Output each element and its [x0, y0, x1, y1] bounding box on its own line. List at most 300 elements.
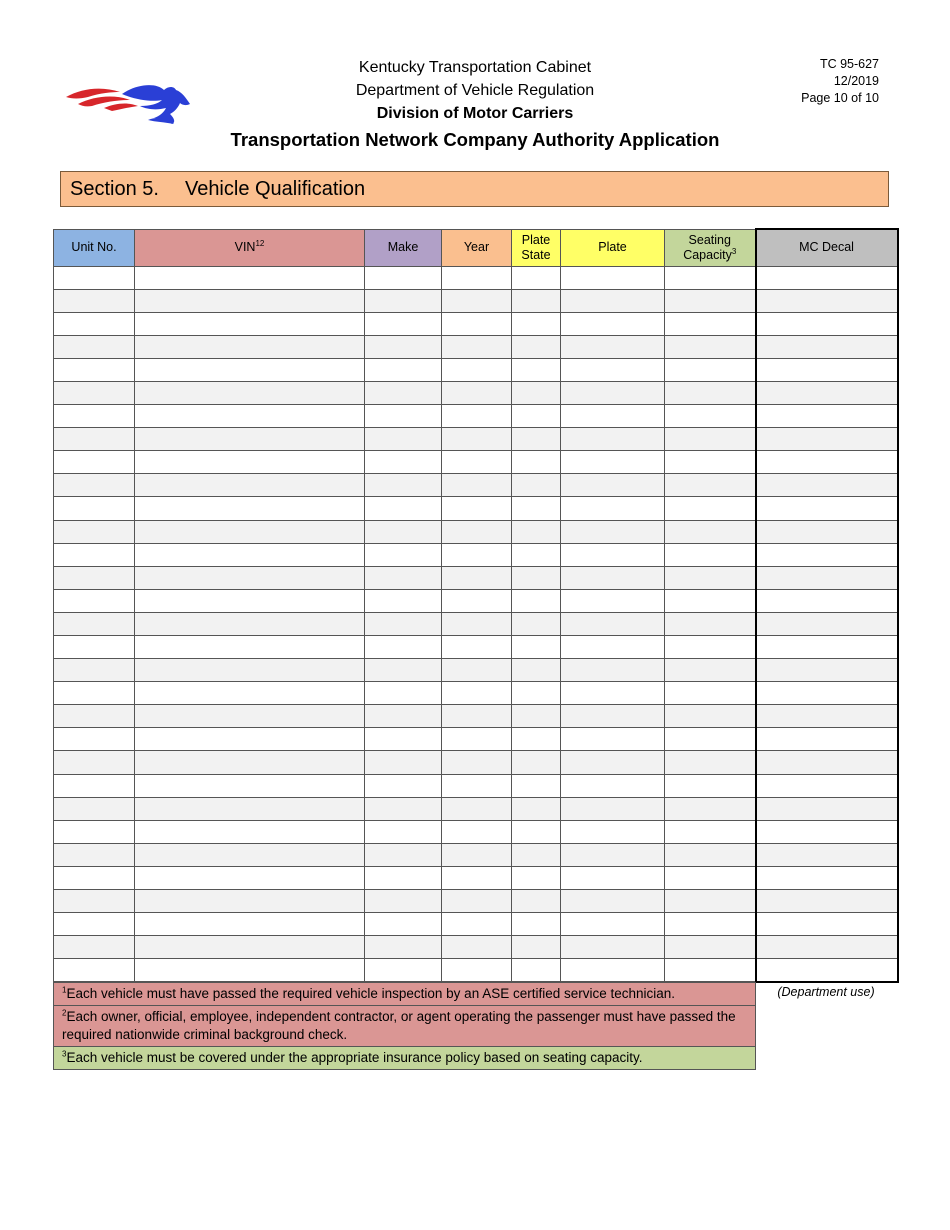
plate-cell[interactable] [561, 820, 665, 843]
make-cell[interactable] [365, 428, 442, 451]
seating-capacity-cell[interactable] [665, 612, 756, 635]
mc-decal-cell[interactable] [756, 358, 898, 381]
year-cell[interactable] [442, 589, 512, 612]
make-cell[interactable] [365, 682, 442, 705]
year-cell[interactable] [442, 705, 512, 728]
plate-cell[interactable] [561, 405, 665, 428]
plate-state-cell[interactable] [512, 358, 561, 381]
seating-capacity-cell[interactable] [665, 358, 756, 381]
make-cell[interactable] [365, 497, 442, 520]
column-header-3: Year [442, 229, 512, 266]
plate-cell[interactable] [561, 705, 665, 728]
plate-state-cell[interactable] [512, 312, 561, 335]
make-cell[interactable] [365, 566, 442, 589]
seating-capacity-cell[interactable] [665, 428, 756, 451]
column-header-2: Make [365, 229, 442, 266]
plate-cell[interactable] [561, 451, 665, 474]
plate-state-cell[interactable] [512, 936, 561, 959]
mc-decal-cell[interactable] [756, 335, 898, 358]
vin-cell[interactable] [135, 774, 365, 797]
unit-no-cell[interactable] [54, 289, 135, 312]
year-cell[interactable] [442, 497, 512, 520]
mc-decal-cell[interactable] [756, 728, 898, 751]
table-row [54, 866, 898, 889]
year-cell[interactable] [442, 820, 512, 843]
year-cell[interactable] [442, 682, 512, 705]
table-row [54, 543, 898, 566]
plate-state-cell[interactable] [512, 820, 561, 843]
plate-state-cell[interactable] [512, 335, 561, 358]
unit-no-cell[interactable] [54, 728, 135, 751]
page-number: Page 10 of 10 [801, 91, 879, 105]
plate-cell[interactable] [561, 312, 665, 335]
plate-state-cell[interactable] [512, 566, 561, 589]
plate-state-cell[interactable] [512, 659, 561, 682]
plate-state-cell[interactable] [512, 682, 561, 705]
vin-cell[interactable] [135, 959, 365, 982]
plate-state-cell[interactable] [512, 705, 561, 728]
table-row [54, 820, 898, 843]
plate-cell[interactable] [561, 843, 665, 866]
plate-state-cell[interactable] [512, 913, 561, 936]
year-cell[interactable] [442, 797, 512, 820]
plate-state-cell[interactable] [512, 959, 561, 982]
seating-capacity-cell[interactable] [665, 543, 756, 566]
column-header-7: MC Decal [756, 229, 898, 266]
year-cell[interactable] [442, 428, 512, 451]
seating-capacity-cell[interactable] [665, 890, 756, 913]
seating-capacity-cell[interactable] [665, 751, 756, 774]
plate-cell[interactable] [561, 520, 665, 543]
mc-decal-cell[interactable] [756, 381, 898, 404]
year-cell[interactable] [442, 959, 512, 982]
table-row [54, 936, 898, 959]
vin-cell[interactable] [135, 520, 365, 543]
unit-no-cell[interactable] [54, 659, 135, 682]
plate-state-cell[interactable] [512, 866, 561, 889]
vin-cell[interactable] [135, 636, 365, 659]
section-heading [60, 171, 889, 207]
year-cell[interactable] [442, 312, 512, 335]
seating-capacity-cell[interactable] [665, 381, 756, 404]
make-cell[interactable] [365, 335, 442, 358]
plate-state-cell[interactable] [512, 520, 561, 543]
seating-capacity-cell[interactable] [665, 636, 756, 659]
unit-no-cell[interactable] [54, 589, 135, 612]
seating-capacity-cell[interactable] [665, 774, 756, 797]
table-row [54, 520, 898, 543]
table-row [54, 959, 898, 982]
year-cell[interactable] [442, 936, 512, 959]
table-row [54, 266, 898, 289]
seating-capacity-cell[interactable] [665, 659, 756, 682]
vin-cell[interactable] [135, 497, 365, 520]
table-row [54, 612, 898, 635]
vin-cell[interactable] [135, 659, 365, 682]
mc-decal-cell[interactable] [756, 289, 898, 312]
vin-cell[interactable] [135, 428, 365, 451]
section-number: Section 5. [70, 178, 159, 200]
plate-cell[interactable] [561, 866, 665, 889]
unit-no-cell[interactable] [54, 890, 135, 913]
unit-no-cell[interactable] [54, 866, 135, 889]
mc-decal-cell[interactable] [756, 428, 898, 451]
seating-capacity-cell[interactable] [665, 936, 756, 959]
seating-capacity-cell[interactable] [665, 566, 756, 589]
vin-cell[interactable] [135, 451, 365, 474]
vin-cell[interactable] [135, 543, 365, 566]
seating-capacity-cell[interactable] [665, 405, 756, 428]
vin-cell[interactable] [135, 682, 365, 705]
table-row [54, 797, 898, 820]
make-cell[interactable] [365, 612, 442, 635]
agency-name: Kentucky Transportation Cabinet [358, 59, 592, 76]
plate-state-cell[interactable] [512, 474, 561, 497]
plate-cell[interactable] [561, 358, 665, 381]
plate-state-cell[interactable] [512, 774, 561, 797]
mc-decal-cell[interactable] [756, 820, 898, 843]
make-cell[interactable] [365, 474, 442, 497]
vin-cell[interactable] [135, 820, 365, 843]
department-name: Department of Vehicle Regulation [355, 82, 595, 99]
seating-capacity-cell[interactable] [665, 497, 756, 520]
mc-decal-cell[interactable] [756, 451, 898, 474]
mc-decal-cell[interactable] [756, 751, 898, 774]
unit-no-cell[interactable] [54, 820, 135, 843]
make-cell[interactable] [365, 312, 442, 335]
make-cell[interactable] [365, 636, 442, 659]
plate-state-cell[interactable] [512, 589, 561, 612]
mc-decal-cell[interactable] [756, 312, 898, 335]
mc-decal-cell[interactable] [756, 682, 898, 705]
table-row [54, 659, 898, 682]
vin-cell[interactable] [135, 705, 365, 728]
plate-state-cell[interactable] [512, 451, 561, 474]
table-row [54, 682, 898, 705]
plate-state-cell[interactable] [512, 266, 561, 289]
mc-decal-cell[interactable] [756, 566, 898, 589]
make-cell[interactable] [365, 820, 442, 843]
table-row [54, 843, 898, 866]
vin-cell[interactable] [135, 381, 365, 404]
make-cell[interactable] [365, 728, 442, 751]
mc-decal-cell[interactable] [756, 774, 898, 797]
vin-cell[interactable] [135, 335, 365, 358]
plate-cell[interactable] [561, 913, 665, 936]
footnotes [53, 982, 756, 1070]
unit-no-cell[interactable] [54, 428, 135, 451]
plate-cell[interactable] [561, 497, 665, 520]
seating-capacity-cell[interactable] [665, 728, 756, 751]
seating-capacity-cell[interactable] [665, 959, 756, 982]
vin-cell[interactable] [135, 289, 365, 312]
unit-no-cell[interactable] [54, 543, 135, 566]
make-cell[interactable] [365, 589, 442, 612]
unit-no-cell[interactable] [54, 335, 135, 358]
unit-no-cell[interactable] [54, 266, 135, 289]
seating-capacity-cell[interactable] [665, 705, 756, 728]
plate-state-cell[interactable] [512, 543, 561, 566]
vin-cell[interactable] [135, 358, 365, 381]
vin-cell[interactable] [135, 566, 365, 589]
vin-cell[interactable] [135, 866, 365, 889]
vin-cell[interactable] [135, 913, 365, 936]
year-cell[interactable] [442, 474, 512, 497]
year-cell[interactable] [442, 890, 512, 913]
plate-cell[interactable] [561, 335, 665, 358]
year-cell[interactable] [442, 335, 512, 358]
plate-cell[interactable] [561, 289, 665, 312]
year-cell[interactable] [442, 728, 512, 751]
plate-cell[interactable] [561, 566, 665, 589]
year-cell[interactable] [442, 405, 512, 428]
mc-decal-cell[interactable] [756, 936, 898, 959]
vin-cell[interactable] [135, 589, 365, 612]
year-cell[interactable] [442, 289, 512, 312]
plate-state-cell[interactable] [512, 843, 561, 866]
plate-cell[interactable] [561, 890, 665, 913]
mc-decal-cell[interactable] [756, 705, 898, 728]
plate-cell[interactable] [561, 659, 665, 682]
table-row [54, 913, 898, 936]
make-cell[interactable] [365, 451, 442, 474]
plate-cell[interactable] [561, 682, 665, 705]
mc-decal-cell[interactable] [756, 497, 898, 520]
vin-cell[interactable] [135, 843, 365, 866]
mc-decal-cell[interactable] [756, 612, 898, 635]
year-cell[interactable] [442, 381, 512, 404]
table-row [54, 381, 898, 404]
make-cell[interactable] [365, 659, 442, 682]
plate-cell[interactable] [561, 936, 665, 959]
plate-state-cell[interactable] [512, 405, 561, 428]
table-row [54, 428, 898, 451]
vin-cell[interactable] [135, 751, 365, 774]
plate-cell[interactable] [561, 474, 665, 497]
plate-cell[interactable] [561, 636, 665, 659]
make-cell[interactable] [365, 543, 442, 566]
unit-no-cell[interactable] [54, 936, 135, 959]
make-cell[interactable] [365, 866, 442, 889]
plate-cell[interactable] [561, 612, 665, 635]
year-cell[interactable] [442, 520, 512, 543]
make-cell[interactable] [365, 405, 442, 428]
plate-state-cell[interactable] [512, 890, 561, 913]
plate-state-cell[interactable] [512, 751, 561, 774]
make-cell[interactable] [365, 797, 442, 820]
table-row [54, 312, 898, 335]
table-row [54, 728, 898, 751]
unit-no-cell[interactable] [54, 451, 135, 474]
seating-capacity-cell[interactable] [665, 289, 756, 312]
table-row [54, 751, 898, 774]
unit-no-cell[interactable] [54, 959, 135, 982]
plate-cell[interactable] [561, 266, 665, 289]
table-row [54, 890, 898, 913]
table-row [54, 289, 898, 312]
column-header-5: Plate [561, 229, 665, 266]
unit-no-cell[interactable] [54, 797, 135, 820]
year-cell[interactable] [442, 451, 512, 474]
vin-cell[interactable] [135, 890, 365, 913]
mc-decal-cell[interactable] [756, 405, 898, 428]
column-header-0: Unit No. [54, 229, 135, 266]
unit-no-cell[interactable] [54, 774, 135, 797]
make-cell[interactable] [365, 959, 442, 982]
seating-capacity-cell[interactable] [665, 266, 756, 289]
plate-state-cell[interactable] [512, 636, 561, 659]
seating-capacity-cell[interactable] [665, 913, 756, 936]
plate-state-cell[interactable] [512, 612, 561, 635]
mc-decal-cell[interactable] [756, 636, 898, 659]
unit-no-cell[interactable] [54, 474, 135, 497]
year-cell[interactable] [442, 358, 512, 381]
division-name: Division of Motor Carriers [376, 105, 574, 122]
seating-capacity-cell[interactable] [665, 797, 756, 820]
year-cell[interactable] [442, 266, 512, 289]
plate-state-cell[interactable] [512, 381, 561, 404]
unit-no-cell[interactable] [54, 682, 135, 705]
plate-cell[interactable] [561, 751, 665, 774]
table-row [54, 636, 898, 659]
make-cell[interactable] [365, 358, 442, 381]
plate-state-cell[interactable] [512, 428, 561, 451]
plate-cell[interactable] [561, 959, 665, 982]
vin-cell[interactable] [135, 405, 365, 428]
unit-no-cell[interactable] [54, 312, 135, 335]
vehicle-table [53, 228, 899, 983]
seating-capacity-cell[interactable] [665, 520, 756, 543]
mc-decal-cell[interactable] [756, 959, 898, 982]
year-cell[interactable] [442, 543, 512, 566]
footnote-2: $^2$Each owner, official, employee, independent contractor, or agent operating the passenger must have passed the required nationwide criminal background check. [54, 1006, 756, 1047]
unit-no-cell[interactable] [54, 381, 135, 404]
seating-capacity-cell[interactable] [665, 474, 756, 497]
mc-decal-cell[interactable] [756, 659, 898, 682]
table-row [54, 589, 898, 612]
unit-no-cell[interactable] [54, 497, 135, 520]
year-cell[interactable] [442, 636, 512, 659]
table-row [54, 705, 898, 728]
year-cell[interactable] [442, 751, 512, 774]
make-cell[interactable] [365, 520, 442, 543]
year-cell[interactable] [442, 659, 512, 682]
mc-decal-cell[interactable] [756, 890, 898, 913]
table-row [54, 451, 898, 474]
seating-capacity-cell[interactable] [665, 312, 756, 335]
year-cell[interactable] [442, 843, 512, 866]
seating-capacity-cell[interactable] [665, 843, 756, 866]
plate-state-cell[interactable] [512, 497, 561, 520]
table-row [54, 358, 898, 381]
form-date: 12/2019 [833, 74, 879, 88]
unit-no-cell[interactable] [54, 636, 135, 659]
mc-decal-cell[interactable] [756, 474, 898, 497]
mc-decal-cell[interactable] [756, 797, 898, 820]
make-cell[interactable] [365, 705, 442, 728]
unit-no-cell[interactable] [54, 843, 135, 866]
make-cell[interactable] [365, 774, 442, 797]
make-cell[interactable] [365, 936, 442, 959]
seating-capacity-cell[interactable] [665, 589, 756, 612]
mc-decal-cell[interactable] [756, 589, 898, 612]
unit-no-cell[interactable] [54, 612, 135, 635]
footnote-1: $^1$Each vehicle must have passed the required vehicle inspection by an ASE certified service technician. [54, 983, 756, 1006]
plate-cell[interactable] [561, 589, 665, 612]
mc-decal-cell[interactable] [756, 543, 898, 566]
make-cell[interactable] [365, 266, 442, 289]
year-cell[interactable] [442, 866, 512, 889]
year-cell[interactable] [442, 774, 512, 797]
make-cell[interactable] [365, 751, 442, 774]
plate-state-cell[interactable] [512, 728, 561, 751]
department-use-label: (Department use) [777, 985, 875, 999]
table-header-row [54, 229, 898, 266]
unit-no-cell[interactable] [54, 751, 135, 774]
plate-state-cell[interactable] [512, 797, 561, 820]
plate-cell[interactable] [561, 381, 665, 404]
column-header-1: VIN$^{12}$ [135, 229, 365, 266]
section-title: Vehicle Qualification [184, 178, 366, 200]
vin-cell[interactable] [135, 612, 365, 635]
table-row [54, 566, 898, 589]
table-row [54, 774, 898, 797]
unit-no-cell[interactable] [54, 358, 135, 381]
vin-cell[interactable] [135, 312, 365, 335]
year-cell[interactable] [442, 566, 512, 589]
seating-capacity-cell[interactable] [665, 682, 756, 705]
year-cell[interactable] [442, 913, 512, 936]
vin-cell[interactable] [135, 797, 365, 820]
mc-decal-cell[interactable] [756, 520, 898, 543]
unit-no-cell[interactable] [54, 913, 135, 936]
unit-no-cell[interactable] [54, 520, 135, 543]
plate-cell[interactable] [561, 428, 665, 451]
make-cell[interactable] [365, 289, 442, 312]
plate-cell[interactable] [561, 774, 665, 797]
make-cell[interactable] [365, 913, 442, 936]
plate-state-cell[interactable] [512, 289, 561, 312]
plate-cell[interactable] [561, 543, 665, 566]
make-cell[interactable] [365, 890, 442, 913]
vin-cell[interactable] [135, 474, 365, 497]
mc-decal-cell[interactable] [756, 843, 898, 866]
make-cell[interactable] [365, 843, 442, 866]
column-header-6: Seating Capacity$^3$ [665, 229, 756, 266]
mc-decal-cell[interactable] [756, 266, 898, 289]
seating-capacity-cell[interactable] [665, 820, 756, 843]
vin-cell[interactable] [135, 266, 365, 289]
form-meta [801, 56, 879, 107]
seating-capacity-cell[interactable] [665, 451, 756, 474]
seating-capacity-cell[interactable] [665, 866, 756, 889]
unit-no-cell[interactable] [54, 705, 135, 728]
table-row [54, 335, 898, 358]
vin-cell[interactable] [135, 728, 365, 751]
unit-no-cell[interactable] [54, 566, 135, 589]
plate-cell[interactable] [561, 797, 665, 820]
year-cell[interactable] [442, 612, 512, 635]
mc-decal-cell[interactable] [756, 913, 898, 936]
plate-cell[interactable] [561, 728, 665, 751]
column-header-4: Plate State [512, 229, 561, 266]
seating-capacity-cell[interactable] [665, 335, 756, 358]
vin-cell[interactable] [135, 936, 365, 959]
make-cell[interactable] [365, 381, 442, 404]
table-row [54, 474, 898, 497]
mc-decal-cell[interactable] [756, 866, 898, 889]
unit-no-cell[interactable] [54, 405, 135, 428]
